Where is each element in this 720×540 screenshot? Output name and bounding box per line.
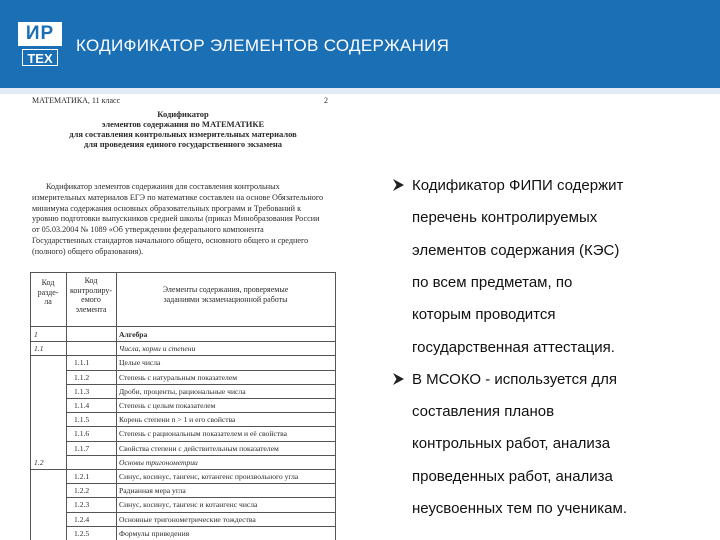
doc-title-line: для составления контрольных измерительных материалов xyxy=(69,129,297,139)
table-cell: Основные тригонометрические тождества xyxy=(119,514,256,524)
bullet-text: элементов содержания (КЭС) xyxy=(412,241,620,259)
table-row-divider xyxy=(66,512,336,513)
table-cell: 1.2 xyxy=(34,457,44,467)
doc-paragraph-line: уровню подготовки выпускников средней школы (приказ Минобразования России xyxy=(32,214,320,224)
table-border xyxy=(30,272,336,273)
table-cell: Синус, косинус, тангенс, котангенс произвольного угла xyxy=(119,472,299,481)
bullet-text: составления планов xyxy=(412,403,555,421)
irtex-logo xyxy=(18,22,62,68)
header-line: емого xyxy=(81,295,101,304)
table-cell: Корень степени n > 1 и его свойства xyxy=(119,415,236,425)
table-cell: 1.1.7 xyxy=(74,443,90,453)
bullet-text: контрольных работ, анализа xyxy=(412,435,611,453)
table-cell: 1.1.3 xyxy=(74,386,90,396)
bullet-text: проведенных работ, анализа xyxy=(412,467,613,485)
doc-paragraph-line: измерительных материалов ЕГЭ по математике составлен на основе Обязательного xyxy=(32,192,324,202)
slide-title: КОДИФИКАТОР ЭЛЕМЕНТОВ СОДЕРЖАНИЯ xyxy=(76,36,450,55)
table-cell: 1.1.5 xyxy=(74,415,90,425)
table-row-divider xyxy=(66,441,336,442)
table-cell: 1.1.2 xyxy=(74,372,90,382)
bullet-text: по всем предметам, по xyxy=(412,273,573,291)
logo-top-text: ИР xyxy=(18,22,62,46)
table-cell: 1.1 xyxy=(34,344,44,354)
table-border xyxy=(116,272,117,540)
bullet-text: которым проводится xyxy=(412,306,556,324)
table-border xyxy=(30,326,336,327)
logo-bottom-text: ТЕХ xyxy=(22,49,58,66)
doc-title-line: элементов содержания по МАТЕМАТИКЕ xyxy=(101,119,265,129)
table-cell: Синус, косинус, тангенс и котангенс числа xyxy=(119,500,258,510)
table-row-divider xyxy=(30,341,336,342)
bullet-text: перечень контролируемых xyxy=(412,209,598,227)
doc-title-line: для проведения единого государственного экзамена xyxy=(83,139,283,149)
table-cell: Степень с натуральным показателем xyxy=(119,372,238,382)
table-header-elements xyxy=(116,285,335,304)
table-cell: Степень с рациональным показателем и её свойства xyxy=(119,429,287,439)
doc-paragraph-line: Кодификатор элементов содержания для составления контрольных xyxy=(46,182,280,191)
doc-paragraph-line: Государственных стандартов начального общего, основного общего и среднего xyxy=(32,235,309,245)
doc-paragraph-line: минимума содержания основных образовательных программ и Требований к xyxy=(32,203,302,213)
header-line: Код xyxy=(41,278,55,287)
doc-page-number: 2 xyxy=(324,96,328,105)
table-cell: 1.2.1 xyxy=(74,472,90,481)
table-row-divider xyxy=(66,426,336,427)
table-cell: 1 xyxy=(34,330,38,339)
table-cell: 1.2.4 xyxy=(74,514,90,524)
scanned-document xyxy=(30,94,336,540)
table-row-divider xyxy=(30,469,336,470)
table-header-section-code xyxy=(30,278,66,307)
doc-running-head: МАТЕМАТИКА, 11 класс xyxy=(32,96,121,105)
header-line: разде- xyxy=(37,287,59,297)
table-row-divider xyxy=(66,526,336,527)
doc-paragraph xyxy=(32,182,328,258)
header-line: Код xyxy=(84,276,98,285)
table-cell: 1.2.3 xyxy=(74,500,90,510)
table-cell: Числа, корни и степени xyxy=(119,344,196,354)
doc-paragraph-line: (полного) общего образования). xyxy=(32,246,144,256)
header-line: ла xyxy=(44,297,52,306)
bullet-text: В МСОКО - используется для xyxy=(412,370,617,388)
table-row-divider xyxy=(66,497,336,498)
bullet-text: Кодификатор ФИПИ содержит xyxy=(412,177,624,194)
header-line: контролиру- xyxy=(69,285,113,295)
table-cell: Степень с целым показателем xyxy=(119,401,216,410)
table-cell: 1.1.1 xyxy=(74,358,90,368)
table-cell: Дроби, проценты, рациональные числа xyxy=(119,386,246,396)
table-row-divider xyxy=(66,412,336,413)
doc-paragraph-line: от 05.03.2004 № 1089 «Об утверждении федерального компонента xyxy=(32,225,264,235)
table-row-divider xyxy=(66,384,336,385)
table-cell: 1.1.4 xyxy=(74,401,90,410)
table-cell: 1.2.2 xyxy=(74,486,90,496)
table-row-divider xyxy=(66,483,336,484)
header-bar xyxy=(0,0,720,88)
codifier-table xyxy=(30,272,336,540)
header-line: элемента xyxy=(75,304,107,314)
table-header-element-code xyxy=(66,276,116,314)
table-cell: Радианная мера угла xyxy=(119,486,186,496)
bullet-text: государственная аттестация. xyxy=(412,338,615,356)
table-cell: Целые числа xyxy=(119,358,161,368)
table-cell: 1.2.5 xyxy=(74,528,90,538)
table-border xyxy=(335,272,336,540)
header-line: Элементы содержания, проверяемые xyxy=(162,285,289,294)
table-row-divider xyxy=(66,398,336,399)
table-row-divider xyxy=(66,455,336,456)
table-cell: 1.1.6 xyxy=(74,429,90,439)
header-line: заданиями экзаменационной работы xyxy=(163,294,288,304)
doc-title-line: Кодификатор xyxy=(157,109,209,119)
doc-title xyxy=(30,109,336,149)
table-cell: Формулы приведения xyxy=(119,528,190,538)
table-row-divider xyxy=(66,370,336,371)
table-cell: Алгебра xyxy=(119,330,148,339)
table-row-divider xyxy=(30,355,336,356)
table-cell: Свойства степени с действительным показателем xyxy=(119,443,279,453)
arrow-bullet-icon xyxy=(392,178,405,192)
table-cell: Основы тригонометрии xyxy=(119,457,198,467)
arrow-bullet-icon xyxy=(392,372,405,386)
table-border xyxy=(30,272,31,540)
bullet-text: неусвоенных тем по ученикам. xyxy=(412,500,627,517)
